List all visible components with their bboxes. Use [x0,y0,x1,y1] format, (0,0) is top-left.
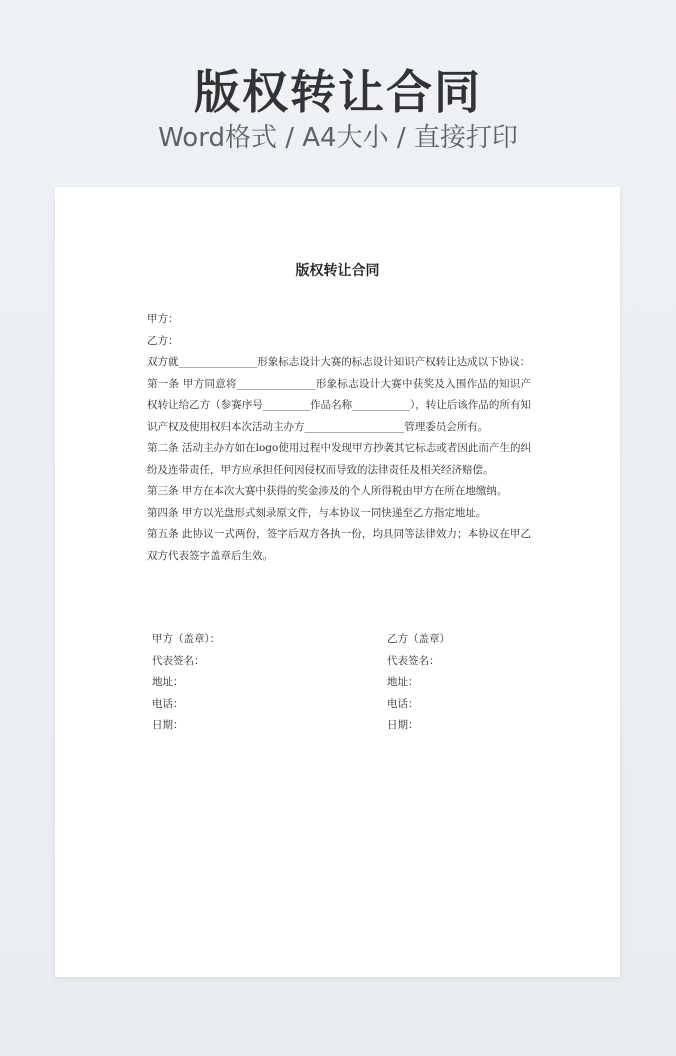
party-b-seal-label: 乙方（盖章） [387,633,450,645]
party-b-rep-label: 代表签名： [387,654,440,667]
signature-row [152,629,552,651]
document-title: 版权转让合同 [295,263,380,279]
party-b-line: 乙方： [147,334,179,347]
document-body [147,309,531,567]
signature-row [152,694,552,716]
article-3: 第三条 甲方在本次大赛中获得的奖金涉及的个人所得税由甲方在所在地缴纳。 [147,485,508,497]
banner-subtitle: Word格式 / A4大小 / 直接打印 [158,123,518,153]
signature-row [152,651,552,673]
party-a-phone-label: 电话： [152,697,184,710]
article-1: 第一条 甲方同意将_______________形象标志设计大赛中获奖及入围作品的知识产权转让给乙方（参赛序号_________作品名称___________），转让后该作品的所有知识产权及使用权归本次活动主办方___________________管理委员会所有。 [147,377,531,433]
party-a-rep-label: 代表签名： [152,654,205,667]
signature-row [152,715,552,737]
party-a-seal-label: 甲方（盖章）： [152,633,221,645]
party-b-address-label: 地址： [387,676,419,688]
signature-row [152,672,552,694]
article-5: 第五条 此协议一式两份，签字后双方各执一份，均具同等法律效力；本协议在甲乙双方代表签字盖章后生效。 [147,528,531,562]
banner-title: 版权转让合同 [194,65,482,119]
article-4: 第四条 甲方以光盘形式刻录原文件，与本协议一同快递至乙方指定地址。 [147,506,487,519]
article-2: 第二条 活动主办方如在logo使用过程中发现甲方抄袭其它标志或者因此而产生的纠纷及连带责任，甲方应承担任何因侵权而导致的法律责任及相关经济赔偿。 [147,442,531,476]
party-a-line: 甲方： [147,313,179,325]
party-a-address-label: 地址： [152,676,184,688]
intro-paragraph: 双方就_______________形象标志设计大赛的标志设计知识产权转让达成以下协议： [147,356,531,368]
party-b-date-label: 日期： [387,719,419,731]
party-a-date-label: 日期： [152,719,184,731]
signature-block [152,629,552,737]
party-b-phone-label: 电话： [387,697,419,710]
document-page [55,187,620,977]
